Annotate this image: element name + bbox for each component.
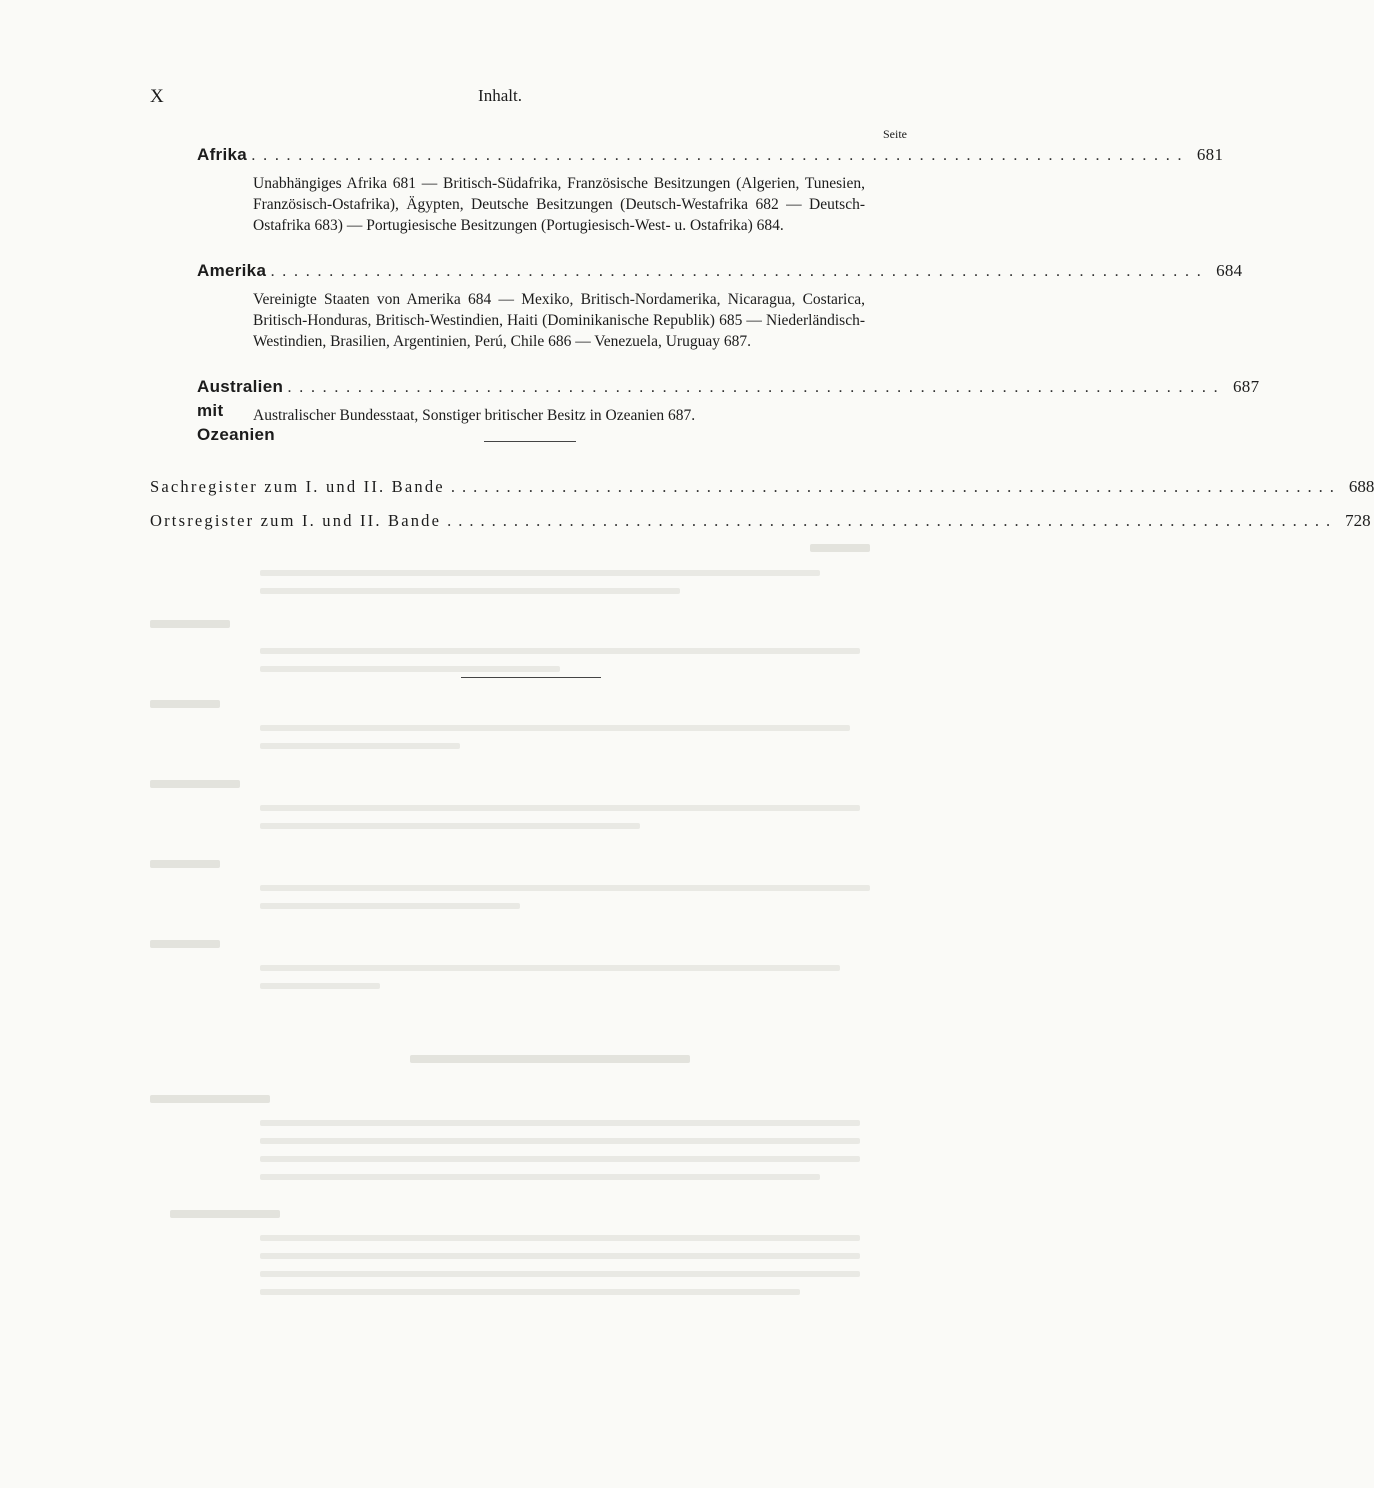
dot-leader: ................................................................................ — [251, 145, 1189, 164]
toc-entry-afrika — [197, 143, 1224, 236]
toc-entry-ortsregister — [150, 509, 1371, 533]
dot-leader: ................................................................................ — [270, 261, 1209, 280]
toc-entry-description: Unabhängiges Afrika 681 — Britisch-Südafrika, Französische Besitzungen (Algerien, Tunesien, Französisch-Ostafrika), Ägypten, Deutsche Besitzungen (Deutsch-Westafrika 682 — Deutsch-Ostafrika 683) — Portugiesische Besitzungen (Portugiesisch-West- u. Ostafrika) 684. — [253, 175, 865, 234]
toc-entry-title: Australien mit Ozeanien — [197, 377, 284, 444]
toc-entry-sachregister — [150, 475, 1374, 499]
page-column-label: Seite — [883, 127, 907, 141]
show-through-background — [150, 540, 920, 1320]
toc-entry-description: Australischer Bundesstaat, Sonstiger britischer Besitz in Ozeanien 687. — [253, 407, 696, 424]
register-page: 728 — [1345, 511, 1371, 530]
toc-entry-page: 681 — [1196, 145, 1224, 164]
dot-leader: ................................................................................ — [287, 377, 1225, 396]
section-divider — [484, 441, 576, 442]
dot-leader: ................................................................................ — [447, 511, 1338, 530]
toc-entry-heading — [197, 143, 1224, 167]
toc-entry-amerika — [197, 259, 1243, 352]
toc-entry-page: 684 — [1216, 261, 1243, 280]
register-title: Sachregister zum I. und II. Bande — [150, 477, 445, 496]
toc-entry-australien — [197, 375, 1260, 444]
page-number: X — [150, 86, 164, 107]
dot-leader: ................................................................................ — [450, 477, 1341, 496]
running-head: Inhalt. — [478, 86, 522, 105]
toc-entry-heading — [197, 259, 1243, 283]
toc-entry-page: 687 — [1233, 377, 1260, 396]
toc-entry-title: Afrika — [197, 145, 247, 164]
toc-entry-title: Amerika — [197, 261, 267, 280]
toc-entry-description: Vereinigte Staaten von Amerika 684 — Mexiko, Britisch-Nordamerika, Nicaragua, Costarica, Britisch-Honduras, Britisch-Westindien, Haiti (Dominikanische Republik) 685 — Niederländisch-Westindien, Brasilien, Argentinien, Perú, Chile 686 — Venezuela, Uruguay 687. — [253, 291, 865, 350]
register-page: 688 — [1348, 477, 1374, 496]
register-title: Ortsregister zum I. und II. Bande — [150, 511, 442, 530]
